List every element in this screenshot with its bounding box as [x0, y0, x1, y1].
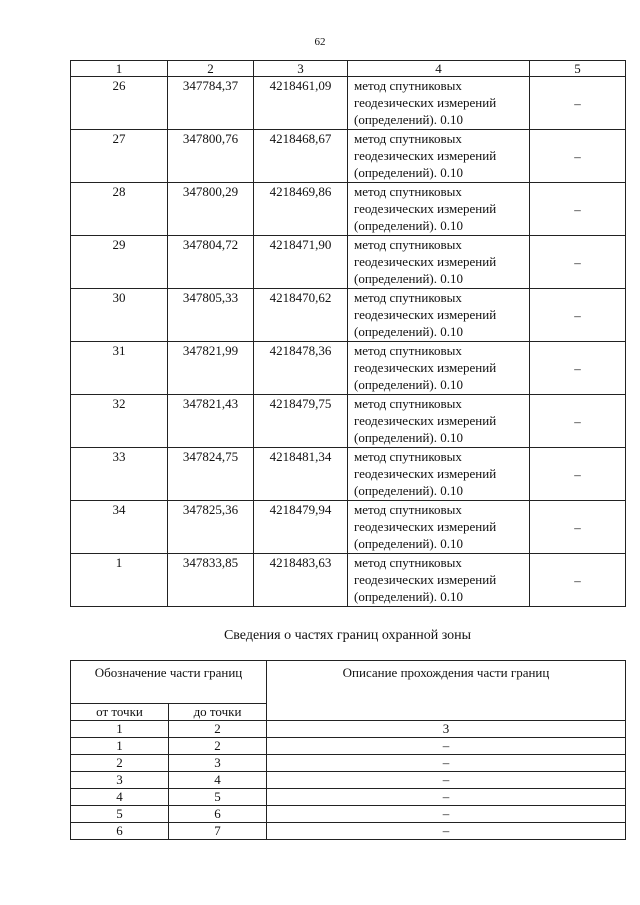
- table-row: [71, 130, 626, 183]
- section-title: Сведения о частях границ охранной зоны: [223, 628, 472, 643]
- point-number: 33: [71, 448, 168, 501]
- header-col-5: 5: [530, 61, 626, 77]
- point-number: 27: [71, 130, 168, 183]
- header-col-3: 3: [254, 61, 348, 77]
- table-row: [71, 789, 626, 806]
- note-cell: –: [530, 77, 626, 130]
- from-point-header: от точки: [71, 704, 169, 721]
- method-line: геодезических измерений: [354, 466, 497, 481]
- point-number: 29: [71, 236, 168, 289]
- coordinate-y: 4218468,67: [254, 130, 348, 183]
- method-line: (определений). 0.10: [354, 483, 463, 498]
- method-cell: [348, 130, 530, 183]
- coordinate-y: 4218479,94: [254, 501, 348, 554]
- method-line: геодезических измерений: [354, 254, 497, 269]
- coordinate-y: 4218479,75: [254, 395, 348, 448]
- point-number: 26: [71, 77, 168, 130]
- method-line: (определений). 0.10: [354, 271, 463, 286]
- coordinate-x: 347824,75: [168, 448, 254, 501]
- boundary-parts-table: [70, 660, 626, 840]
- note-cell: –: [530, 395, 626, 448]
- table-row: [71, 236, 626, 289]
- coordinate-x: 347784,37: [168, 77, 254, 130]
- method-line: метод спутниковых: [354, 343, 462, 358]
- coordinate-x: 347800,29: [168, 183, 254, 236]
- method-line: (определений). 0.10: [354, 324, 463, 339]
- boundary-description: –: [267, 755, 626, 772]
- method-line: (определений). 0.10: [354, 536, 463, 551]
- method-line: геодезических измерений: [354, 201, 497, 216]
- from-point: 1: [71, 721, 169, 738]
- method-cell: [348, 183, 530, 236]
- to-point: 5: [169, 789, 267, 806]
- to-point: 2: [169, 721, 267, 738]
- method-line: (определений). 0.10: [354, 377, 463, 392]
- method-line: (определений). 0.10: [354, 218, 463, 233]
- coordinate-x: 347825,36: [168, 501, 254, 554]
- method-cell: [348, 342, 530, 395]
- from-point: 5: [71, 806, 169, 823]
- header-col-4: 4: [348, 61, 530, 77]
- boundary-description: –: [267, 806, 626, 823]
- coordinate-x: 347804,72: [168, 236, 254, 289]
- method-line: метод спутниковых: [354, 290, 462, 305]
- coordinate-y: 4218469,86: [254, 183, 348, 236]
- coordinate-y: 4218481,34: [254, 448, 348, 501]
- note-cell: –: [530, 554, 626, 607]
- boundary-description: 3: [267, 721, 626, 738]
- table-row: [71, 342, 626, 395]
- method-line: геодезических измерений: [354, 307, 497, 322]
- method-cell: [348, 289, 530, 342]
- table-row: [71, 755, 626, 772]
- coordinate-y: 4218471,90: [254, 236, 348, 289]
- note-cell: –: [530, 183, 626, 236]
- point-number: 30: [71, 289, 168, 342]
- coordinate-x: 347805,33: [168, 289, 254, 342]
- boundary-description: –: [267, 789, 626, 806]
- method-line: (определений). 0.10: [354, 589, 463, 604]
- coordinate-y: 4218478,36: [254, 342, 348, 395]
- note-cell: –: [530, 236, 626, 289]
- table-row: [71, 554, 626, 607]
- note-cell: –: [530, 501, 626, 554]
- method-cell: [348, 554, 530, 607]
- parts-header-row: [71, 661, 626, 704]
- method-cell: [348, 395, 530, 448]
- table-row: [71, 772, 626, 789]
- method-line: метод спутниковых: [354, 131, 462, 146]
- method-line: метод спутниковых: [354, 184, 462, 199]
- table-row: [71, 395, 626, 448]
- boundary-designation-header: Обозначение части границ: [71, 661, 267, 704]
- boundary-description: –: [267, 738, 626, 755]
- coordinate-y: 4218483,63: [254, 554, 348, 607]
- page-number: 62: [314, 36, 326, 48]
- method-line: геодезических измерений: [354, 95, 497, 110]
- boundary-description: –: [267, 772, 626, 789]
- method-cell: [348, 448, 530, 501]
- method-line: геодезических измерений: [354, 148, 497, 163]
- method-line: (определений). 0.10: [354, 165, 463, 180]
- coordinate-x: 347800,76: [168, 130, 254, 183]
- method-line: метод спутниковых: [354, 555, 462, 570]
- table-row: [71, 289, 626, 342]
- to-point: 4: [169, 772, 267, 789]
- note-cell: –: [530, 130, 626, 183]
- from-point: 6: [71, 823, 169, 840]
- table-row: [71, 77, 626, 130]
- table-row: [71, 501, 626, 554]
- table-row: [71, 721, 626, 738]
- coordinate-x: 347821,99: [168, 342, 254, 395]
- point-number: 1: [71, 554, 168, 607]
- point-number: 28: [71, 183, 168, 236]
- header-col-2: 2: [168, 61, 254, 77]
- table-row: [71, 183, 626, 236]
- method-cell: [348, 236, 530, 289]
- method-line: метод спутниковых: [354, 78, 462, 93]
- point-number: 34: [71, 501, 168, 554]
- method-line: метод спутниковых: [354, 396, 462, 411]
- point-number: 31: [71, 342, 168, 395]
- note-cell: –: [530, 342, 626, 395]
- method-line: (определений). 0.10: [354, 430, 463, 445]
- coordinate-y: 4218461,09: [254, 77, 348, 130]
- note-cell: –: [530, 448, 626, 501]
- coordinate-x: 347833,85: [168, 554, 254, 607]
- to-point-header: до точки: [169, 704, 267, 721]
- coordinates-header-row: [71, 61, 626, 77]
- method-line: геодезических измерений: [354, 360, 497, 375]
- header-col-1: 1: [71, 61, 168, 77]
- boundary-description: –: [267, 823, 626, 840]
- to-point: 3: [169, 755, 267, 772]
- coordinate-y: 4218470,62: [254, 289, 348, 342]
- method-line: (определений). 0.10: [354, 112, 463, 127]
- method-line: метод спутниковых: [354, 449, 462, 464]
- coordinates-table: [70, 60, 626, 607]
- method-line: геодезических измерений: [354, 519, 497, 534]
- to-point: 2: [169, 738, 267, 755]
- method-cell: [348, 501, 530, 554]
- coordinate-x: 347821,43: [168, 395, 254, 448]
- method-line: геодезических измерений: [354, 413, 497, 428]
- table-row: [71, 806, 626, 823]
- boundary-description-header: Описание прохождения части границ: [267, 661, 626, 721]
- method-cell: [348, 77, 530, 130]
- note-cell: –: [530, 289, 626, 342]
- method-line: метод спутниковых: [354, 502, 462, 517]
- method-line: метод спутниковых: [354, 237, 462, 252]
- method-line: геодезических измерений: [354, 572, 497, 587]
- from-point: 1: [71, 738, 169, 755]
- point-number: 32: [71, 395, 168, 448]
- to-point: 6: [169, 806, 267, 823]
- table-row: [71, 448, 626, 501]
- table-row: [71, 738, 626, 755]
- from-point: 4: [71, 789, 169, 806]
- from-point: 3: [71, 772, 169, 789]
- to-point: 7: [169, 823, 267, 840]
- table-row: [71, 823, 626, 840]
- from-point: 2: [71, 755, 169, 772]
